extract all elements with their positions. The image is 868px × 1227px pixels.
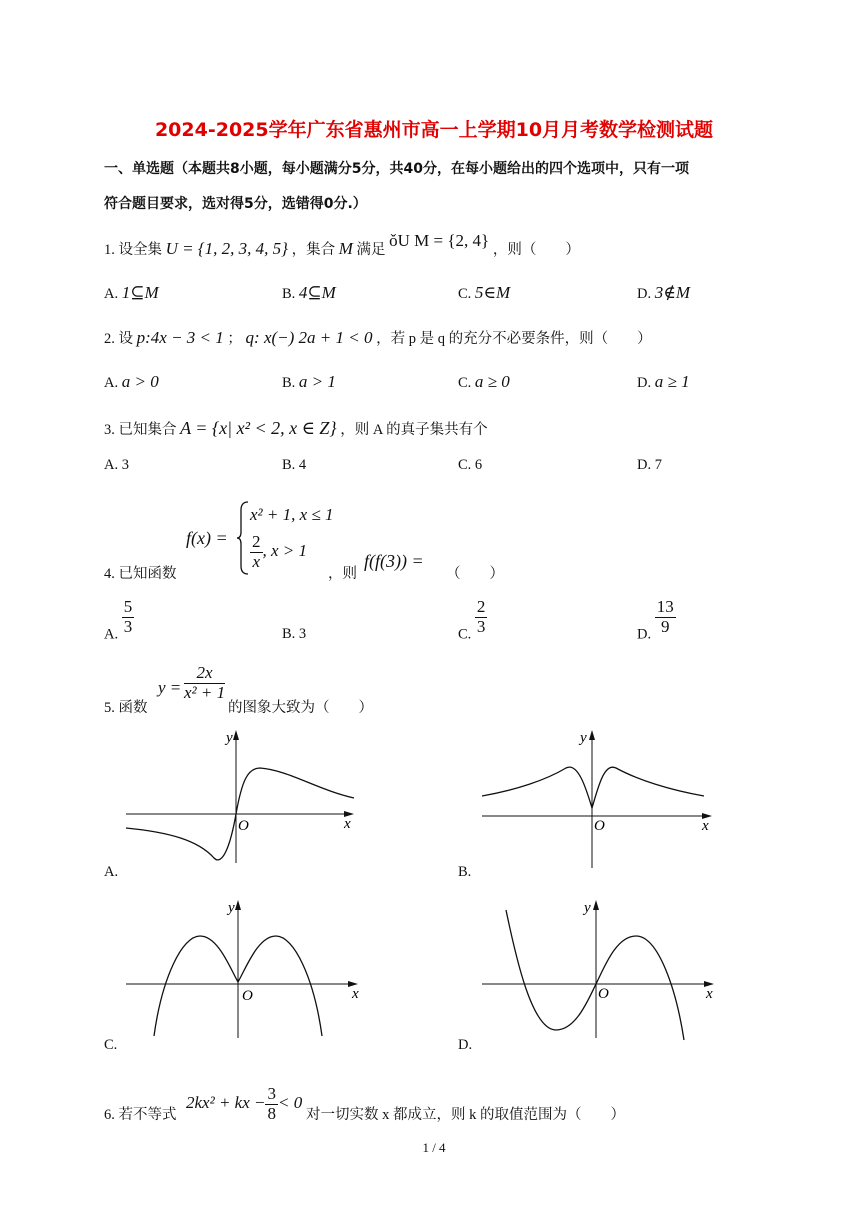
graph-c-label: C. <box>104 1037 118 1053</box>
q3-tail: ，则 A 的真子集共有个 <box>340 422 488 438</box>
graph-b[interactable] <box>476 728 726 868</box>
q5-tail: 的图象大致为（ ） <box>228 700 373 716</box>
q4-option-c[interactable]: C. $\frac{2}{3}$ <box>458 597 486 643</box>
q2-sep: ； <box>227 331 242 347</box>
section-header-line2: 符合题目要求，选对得5分，选错得0分.） <box>104 196 367 212</box>
q5-y: y = <box>158 678 182 697</box>
q4-option-a[interactable]: A. $\frac{5}{3}$ <box>104 597 133 643</box>
q2-option-b[interactable]: B. a > 1 <box>282 372 336 391</box>
q5-number: 5. 函数 <box>104 700 148 716</box>
q3-set-a: A = {x| x² < 2, x ∈ Z} <box>180 418 337 438</box>
q2-option-a[interactable]: A. a > 0 <box>104 372 159 391</box>
q2-tail: ，若 p 是 q 的充分不必要条件，则（ ） <box>376 331 652 347</box>
graph-b-y-label: y <box>580 730 587 746</box>
section-header-line1: 一、单选题（本题共8小题，每小题满分5分，共40分，在每小题给出的四个选项中，只有一项 <box>104 161 689 177</box>
graph-b-origin: O <box>594 818 605 834</box>
q4-mid: ，则 <box>328 566 357 582</box>
q2-option-c[interactable]: C. a ≥ 0 <box>458 372 510 391</box>
q2-number: 2. 设 <box>104 331 133 347</box>
q1-complement: ǒU M = {2, 4} <box>389 231 490 250</box>
graph-d-x-label: x <box>706 986 713 1002</box>
q1-number: 1. 设全集 <box>104 242 162 258</box>
graph-d[interactable] <box>476 898 726 1043</box>
q2-q: q: x(−) 2a + 1 < 0 <box>245 328 373 347</box>
q6-expr: 2kx² + kx − $\frac{3}{8}$ < 0 <box>186 1084 303 1123</box>
graph-a-y-label: y <box>226 730 233 746</box>
q3-option-c[interactable]: C. 6 <box>458 457 483 473</box>
q4-fx: f(x) = <box>186 528 228 548</box>
q1-option-d[interactable]: D. 3∉M <box>637 283 690 302</box>
q1-mid2: 满足 <box>356 242 386 258</box>
graph-a-label: A. <box>104 864 119 880</box>
q1-tail: ，则（ ） <box>492 242 580 258</box>
q5-fraction: $\frac{2x}{\text{x² + 1}}$ <box>184 663 226 702</box>
graph-a-origin: O <box>238 818 249 834</box>
question-2 <box>104 327 652 348</box>
q4-number: 4. 已知函数 <box>104 566 177 582</box>
q3-option-b[interactable]: B. 4 <box>282 457 307 473</box>
q4-case1: x² + 1, x ≤ 1 <box>250 505 334 524</box>
q1-mid: ，集合 <box>291 242 336 258</box>
q3-option-a[interactable]: A. 3 <box>104 457 129 473</box>
graph-c[interactable] <box>118 898 368 1043</box>
q4-option-b[interactable]: B. 3 <box>282 626 307 642</box>
q1-option-a[interactable]: A. 1⊆M <box>104 283 159 302</box>
page-number: 1 / 4 <box>422 1140 446 1155</box>
q1-option-b[interactable]: B. 4⊆M <box>282 283 336 302</box>
question-3 <box>104 418 488 439</box>
page-title: 2024-2025学年广东省惠州市高一上学期10月月考数学检测试题 <box>154 119 714 141</box>
q1-set-u: U = {1, 2, 3, 4, 5} <box>165 239 288 258</box>
graph-a-x-label: x <box>344 816 351 832</box>
q2-p: p:4x − 3 < 1 <box>136 328 224 347</box>
q6-number: 6. 若不等式 <box>104 1107 177 1123</box>
graph-c-origin: O <box>242 988 253 1004</box>
q4-brace <box>236 500 250 576</box>
graph-c-y-label: y <box>228 900 235 916</box>
graph-d-y-label: y <box>584 900 591 916</box>
graph-a[interactable] <box>118 728 368 868</box>
q1-option-c[interactable]: C. 5∈M <box>458 283 511 302</box>
question-1 <box>104 231 580 259</box>
q3-option-d[interactable]: D. 7 <box>637 457 662 473</box>
q6-tail: 对一切实数 x 都成立，则 k 的取值范围为（ ） <box>306 1107 625 1123</box>
graph-c-x-label: x <box>352 986 359 1002</box>
graph-b-label: B. <box>458 864 472 880</box>
q4-option-d[interactable]: D. $\frac{13}{9}$ <box>637 597 674 643</box>
graph-d-origin: O <box>598 986 609 1002</box>
graph-b-x-label: x <box>702 818 709 834</box>
q1-m: M <box>338 239 353 258</box>
q3-number: 3. 已知集合 <box>104 422 177 438</box>
q4-case2: $\frac{2}{x}$ , x > 1 <box>252 532 308 571</box>
q4-ff: f(f(3)) = <box>364 551 424 571</box>
graph-d-label: D. <box>458 1037 473 1053</box>
q2-option-d[interactable]: D. a ≥ 1 <box>637 372 690 391</box>
q4-tail: （ ） <box>446 566 504 582</box>
